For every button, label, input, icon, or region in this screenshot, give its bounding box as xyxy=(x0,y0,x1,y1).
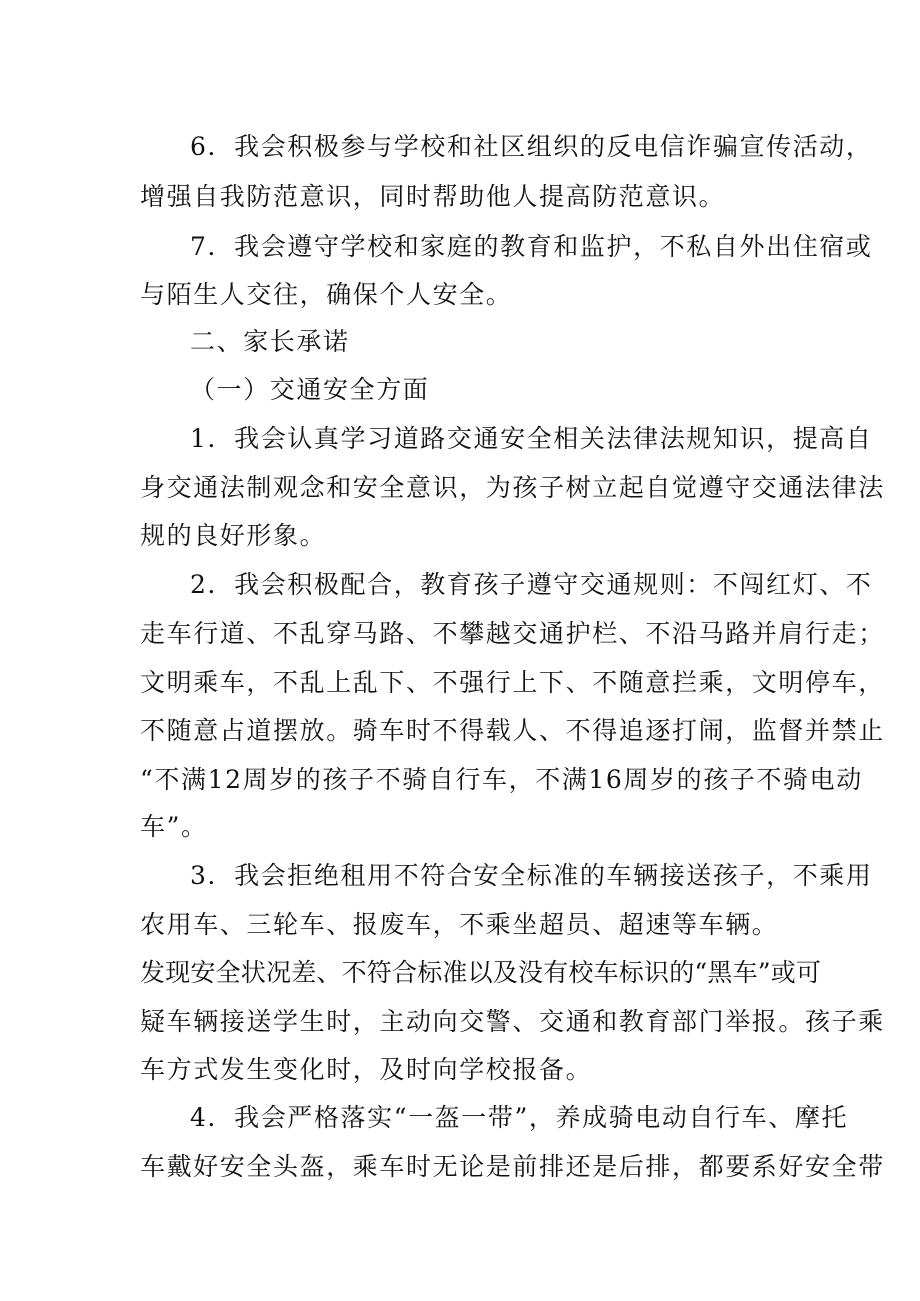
text-line: “不满12周岁的孩子不骑自行车，不满16周岁的孩子不骑电动 xyxy=(140,765,863,794)
text-line: 发现安全状况差、不符合标准以及没有校车标识的“黑车”或可 xyxy=(140,958,822,987)
text-line: 车方式发生变化时，及时向学校报备。 xyxy=(140,1055,593,1084)
text-line: 6．我会积极参与学校和社区组织的反电信诈骗宣传活动， xyxy=(190,132,873,161)
section-heading: 二、家长承诺 xyxy=(190,327,350,356)
text-line: 不随意占道摆放。骑车时不得载人、不得追逐打闹，监督并禁止 xyxy=(140,716,885,745)
text-line: 车戴好安全头盔，乘车时无论是前排还是后排，都要系好安全带 xyxy=(140,1152,885,1181)
text-line: 3．我会拒绝租用不符合安全标准的车辆接送孩子，不乘用 xyxy=(190,861,873,890)
text-line: 农用车、三轮车、报废车，不乘坐超员、超速等车辆。 xyxy=(140,910,779,939)
text-line: 4．我会严格落实“一盔一带”，养成骑电动自行车、摩托 xyxy=(190,1103,849,1132)
text-line: 增强自我防范意识，同时帮助他人提高防范意识。 xyxy=(140,182,726,211)
text-line: 与陌生人交往，确保个人安全。 xyxy=(140,280,513,309)
text-line: 身交通法制观念和安全意识，为孩子树立起自觉遵守交通法律法 xyxy=(140,473,885,502)
text-line: 规的良好形象。 xyxy=(140,521,327,550)
subsection-heading: （一）交通安全方面 xyxy=(190,375,430,404)
text-line: 文明乘车，不乱上乱下、不强行上下、不随意拦乘，文明停车， xyxy=(140,668,885,697)
text-line: 走车行道、不乱穿马路、不攀越交通护栏、不沿马路并肩行走； xyxy=(140,619,885,648)
text-line: 7．我会遵守学校和家庭的教育和监护，不私自外出住宿或 xyxy=(190,232,873,261)
text-line: 2．我会积极配合，教育孩子遵守交通规则：不闯红灯、不 xyxy=(190,570,873,599)
text-line: 1．我会认真学习道路交通安全相关法律法规知识，提高自 xyxy=(190,424,873,453)
text-line: 疑车辆接送学生时，主动向交警、交通和教育部门举报。孩子乘 xyxy=(140,1007,885,1036)
text-line: 车”。 xyxy=(140,812,208,841)
